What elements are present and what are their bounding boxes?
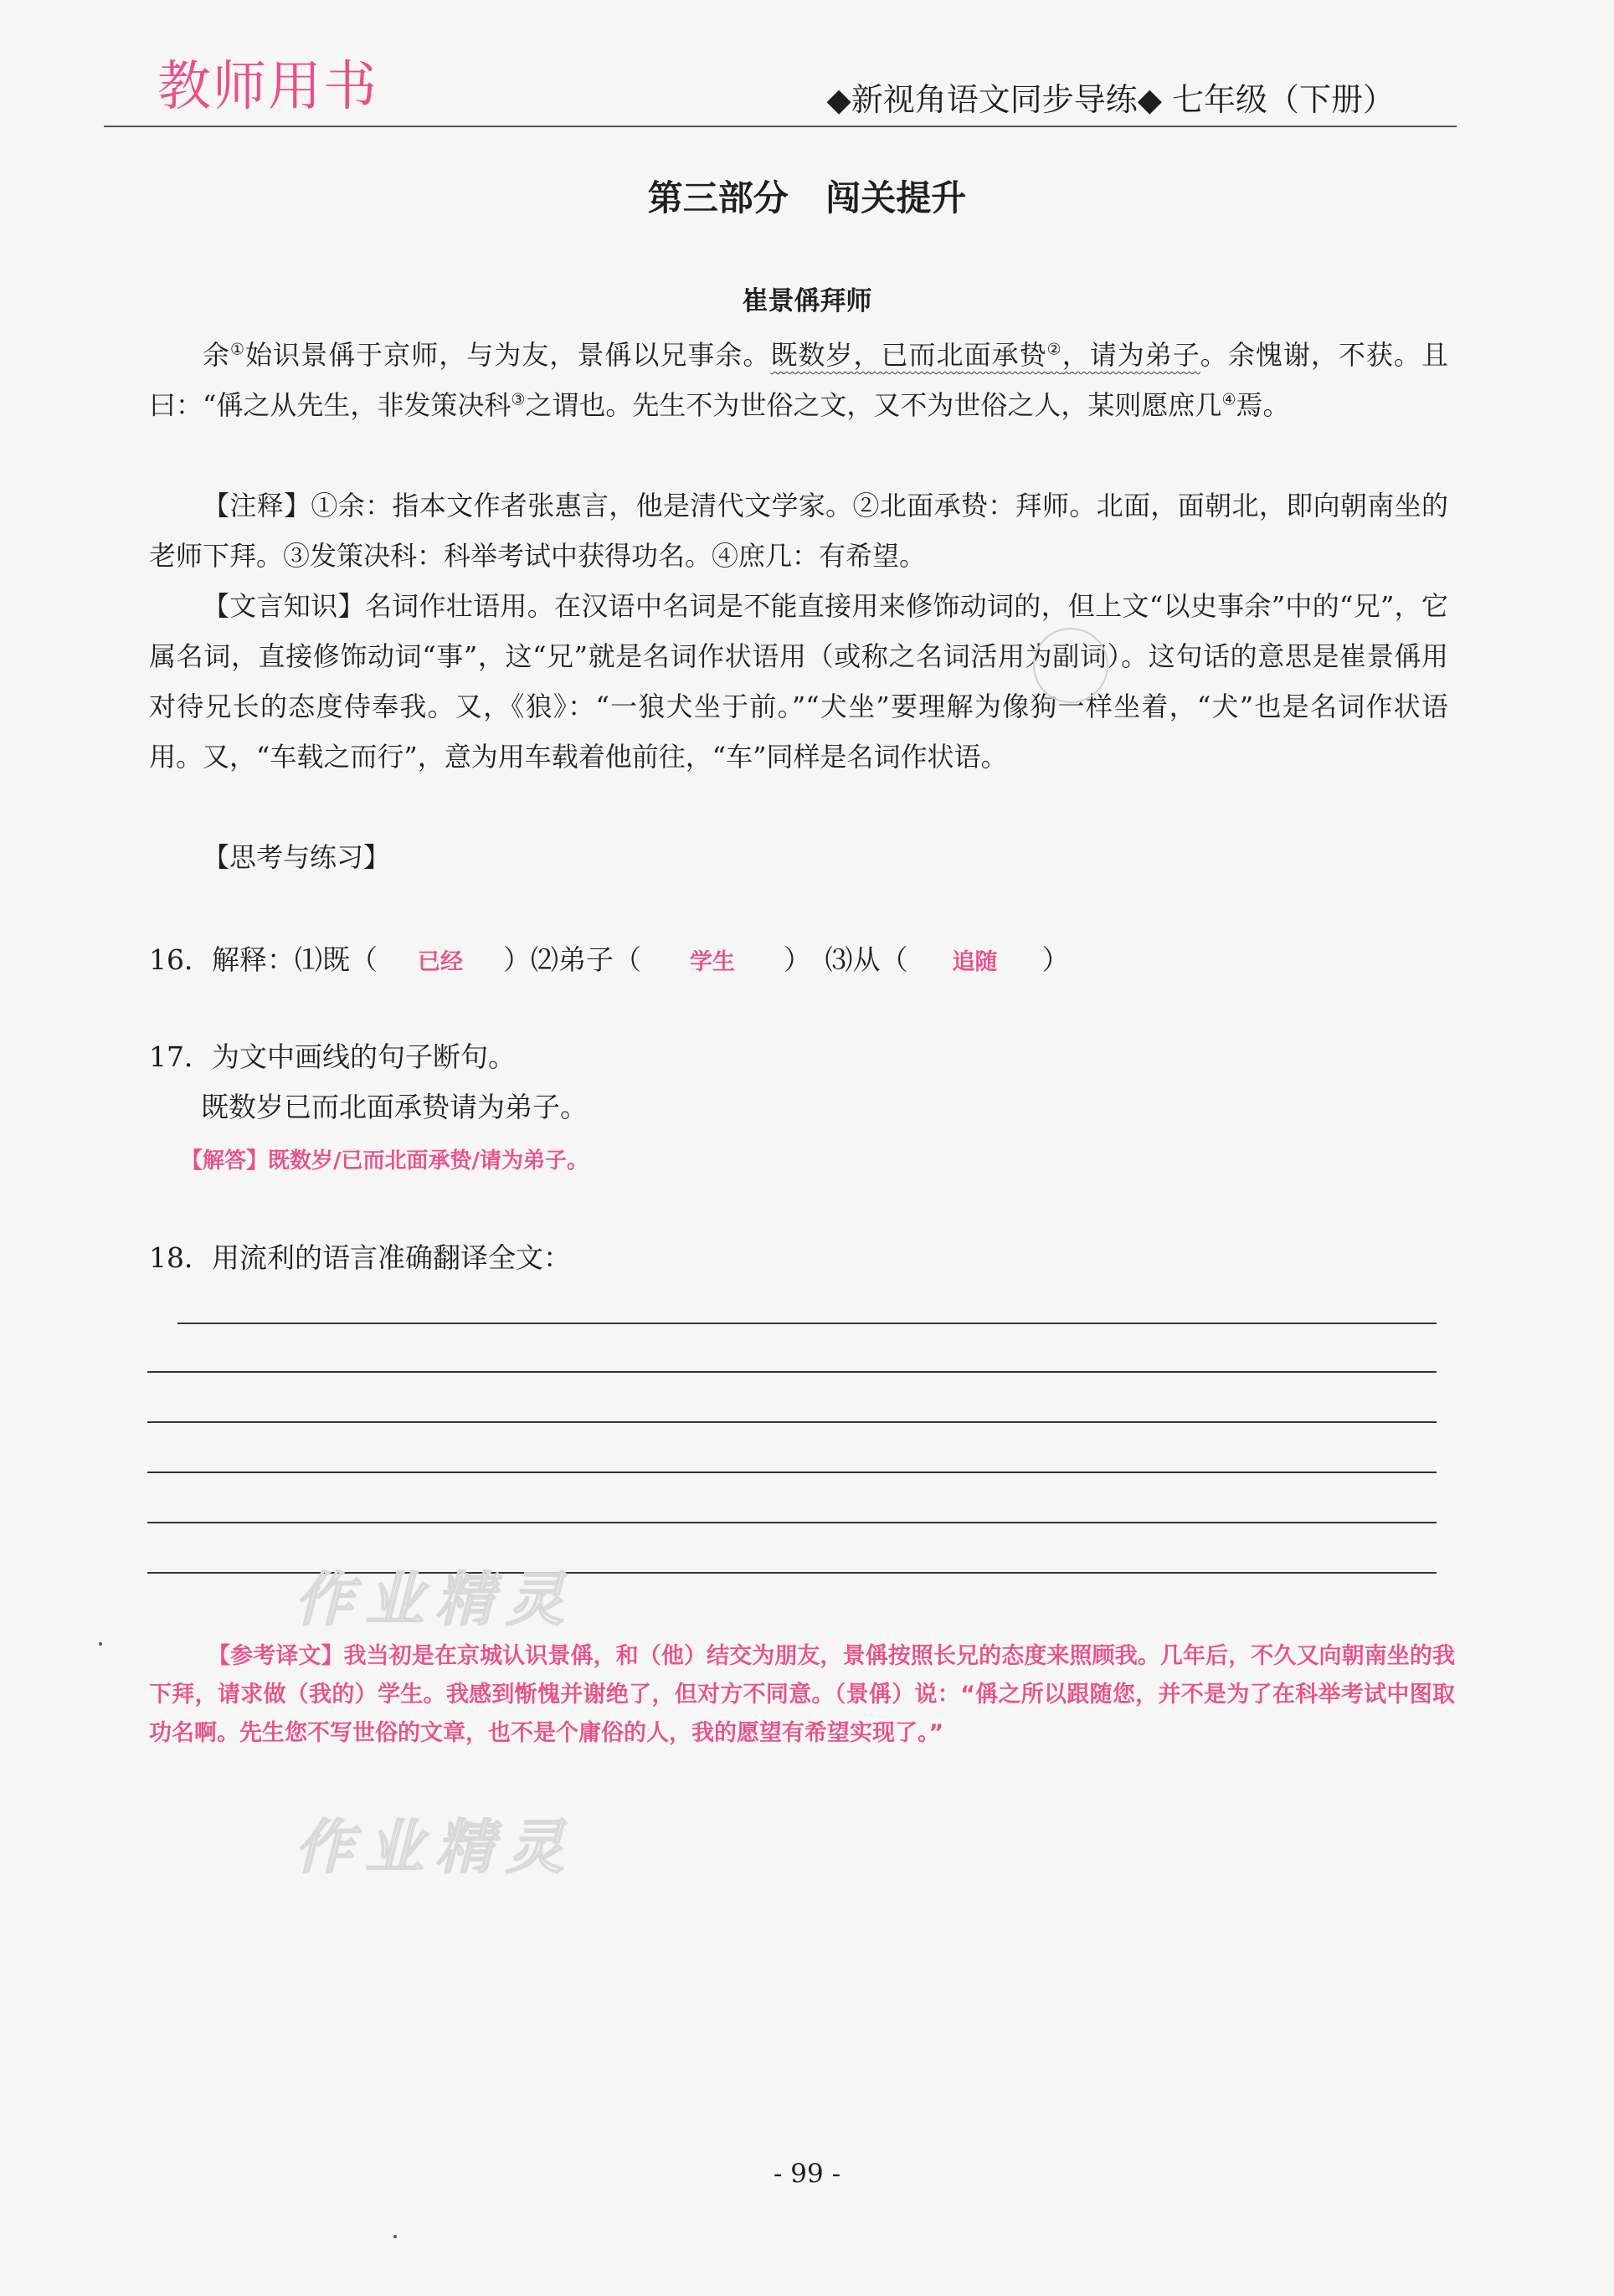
exercise-heading: 【思考与练习】 bbox=[203, 841, 391, 873]
question-16-text: ） ⑶从（ bbox=[784, 943, 908, 976]
question-17-answer: 【解答】既数岁/已而北面承贽/请为弟子。 bbox=[181, 1148, 589, 1174]
question-16 bbox=[149, 943, 1070, 976]
part-title: 第三部分 闯关提升 bbox=[647, 177, 967, 218]
article-text-part: 。余愧谢，不获。且曰：“偁之从先生，非发策决科 bbox=[149, 339, 1448, 421]
header-brand: 教师用书 bbox=[157, 56, 378, 118]
footnote-marker: ② bbox=[1046, 340, 1062, 359]
question-16-text: ） bbox=[1041, 943, 1070, 976]
watermark: 作业精灵 bbox=[295, 1813, 576, 1882]
scan-speck bbox=[393, 2235, 397, 2238]
answer-line bbox=[147, 1522, 1437, 1523]
header-book-title: ◆新视角语文同步导练◆ 七年级（下册） bbox=[826, 81, 1395, 118]
seal-stamp bbox=[1033, 628, 1108, 703]
answer-line bbox=[177, 1323, 1437, 1324]
underlined-sentence bbox=[770, 339, 1200, 371]
classical-knowledge: 【文言知识】名词作壮语用。在汉语中名词是不能直接用来修饰动词的，但上文“以史事余”中的“兄”，它属名词，直接修饰动词“事”，这“兄”就是名词作状语用（或称之名词活用为副词）。这句话的意思是崔景偁用对待兄长的态度侍奉我。又，《狼》：“一狼犬坐于前。”“犬坐”要理解为像狗一样坐着，“犬”也是名词作状语用。又，“车载之而行”，意为用车载着他前往，“车”同样是名词作状语。 bbox=[149, 590, 1448, 773]
scan-speck bbox=[99, 1642, 102, 1646]
question-18: 18．用流利的语言准确翻译全文： bbox=[149, 1241, 571, 1274]
underlined-sentence-part: ，请为弟子 bbox=[1061, 339, 1200, 371]
question-16-text: 16．解释：⑴既（ bbox=[149, 943, 378, 976]
question-17: 17．为文中画线的句子断句。 bbox=[149, 1040, 516, 1073]
question-17-sentence: 既数岁已而北面承贽请为弟子。 bbox=[201, 1091, 588, 1123]
answer-line bbox=[147, 1371, 1437, 1373]
underlined-sentence-part: 既数岁，已而北面承贽 bbox=[770, 339, 1047, 371]
article-text bbox=[149, 330, 1448, 430]
question-16-text: ）⑵弟子（ bbox=[503, 943, 641, 976]
footnote-marker: ① bbox=[230, 340, 246, 359]
answer-line bbox=[147, 1421, 1437, 1423]
question-16-answer-2: 学生 bbox=[690, 949, 735, 975]
article-title: 崔景偁拜师 bbox=[742, 286, 872, 316]
question-16-answer-1: 已经 bbox=[418, 949, 463, 975]
footnote-marker: ③ bbox=[511, 390, 526, 409]
answer-line bbox=[147, 1472, 1437, 1473]
article-text-part: 焉。 bbox=[1236, 389, 1290, 421]
header-divider bbox=[104, 126, 1457, 127]
footnote-marker: ④ bbox=[1221, 390, 1236, 409]
article-text-part: 始识景偁于京师，与为友，景偁以兄事余。 bbox=[245, 339, 771, 371]
reference-translation: 【参考译文】我当初是在京城认识景偁，和（他）结交为朋友，景偁按照长兄的态度来照顾我。几年后，不久又向朝南坐的我下拜，请求做（我的）学生。我感到惭愧并谢绝了，但对方不同意。（景偁）说：“偁之所以跟随您，并不是为了在科举考试中图取功名啊。先生您不写世俗的文章，也不是个庸俗的人，我的愿望有希望实现了。” bbox=[149, 1643, 1455, 1746]
watermark: 作业精灵 bbox=[295, 1565, 576, 1634]
article-text-part: 余 bbox=[203, 339, 231, 371]
article-text-part: 之谓也。先生不为世俗之文，又不为世俗之人，某则愿庶几 bbox=[525, 389, 1222, 421]
question-16-answer-3: 追随 bbox=[952, 949, 998, 975]
page-number: - 99 - bbox=[773, 2159, 841, 2189]
annotation-notes: 【注释】①余：指本文作者张惠言，他是清代文学家。②北面承贽：拜师。北面，面朝北，即向朝南坐的老师下拜。③发策决科：科举考试中获得功名。④庶几：有希望。 bbox=[149, 490, 1448, 572]
